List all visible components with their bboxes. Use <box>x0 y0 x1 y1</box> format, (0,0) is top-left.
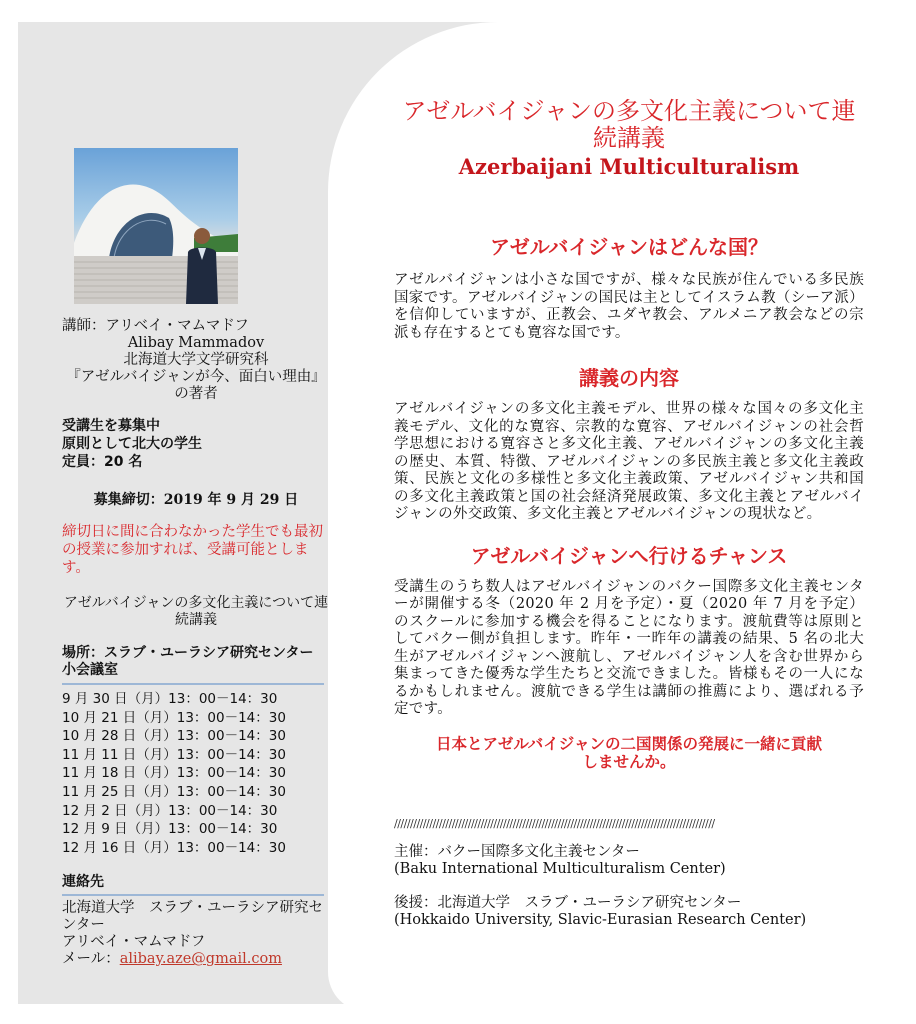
contact-org: 北海道大学 スラブ・ユーラシア研究センター <box>62 900 323 934</box>
lecturer-name-en: Alibay Mammadov <box>127 335 265 351</box>
title-japanese: アゼルバイジャンの多文化主義について連続講義 <box>402 97 856 152</box>
lecturer-affiliation: 北海道大学文学研究科 <box>123 352 269 368</box>
call-to-action: 日本とアゼルバイジャンの二国関係の発展に一緒に貢献しませんか。 <box>436 733 822 771</box>
contact-heading: 連絡先 <box>62 871 324 896</box>
section-content-heading: 講義の内容 <box>579 366 679 390</box>
deadline: 募集締切：2019 年 9 月 29 日 <box>93 492 299 508</box>
recruitment-line-1: 受講生を募集中 <box>62 418 160 434</box>
organizer-jp: 主催：バクー国際多文化主義センター <box>394 843 640 860</box>
series-name: アゼルバイジャンの多文化主義について連続講義 <box>63 595 329 628</box>
contact-email-row <box>62 951 330 968</box>
sponsor-jp: 後援：北海道大学 スラブ・ユーラシア研究センター <box>394 894 742 911</box>
late-notice: 締切日に間に合わなかった学生でも最初の授業に参加すれば、受講可能とします。 <box>62 524 323 576</box>
sponsor-en: (Hokkaido University, Slavic-Eurasian Research Center) <box>394 912 807 928</box>
contact-info <box>62 900 330 968</box>
organizer-en: (Baku International Multiculturalism Center) <box>394 861 726 877</box>
section-content-body: アゼルバイジャンの多文化主義モデル、世界の様々な国々の多文化主義モデル、文化的な寛容、宗教的な寛容、アゼルバイジャンの社会哲学思想における寛容さと多文化主義、アゼルバイジャンの多文化主義の歴史、本質、特徴、アゼルバイジャンの多民族主義と多文化主義政策、民族と文化の多様性と多文化主義政策、アゼルバイジャン共和国の多文化主義政策と国の社会経済発展政策、多文化主義とアゼルバイジャンの外交政策、多文化主義とアゼルバイジャンの現状など。 <box>394 401 864 522</box>
schedule-item: 10 月 28 日（月）13：00－14：30 <box>62 728 286 745</box>
title-english: Azerbaijani Multiculturalism <box>458 154 800 179</box>
lecturer-label: 講師：アリベイ・マムマドフ <box>62 318 249 334</box>
schedule-item: 12 月 9 日（月）13：00－14：30 <box>62 821 278 838</box>
organizer <box>394 844 864 879</box>
schedule-item: 9 月 30 日（月）13：00－14：30 <box>62 691 278 707</box>
schedule-item: 12 月 16 日（月）13：00－14：30 <box>62 839 286 856</box>
left-column <box>62 148 330 968</box>
schedule-item: 11 月 25 日（月）13：00－14：30 <box>62 783 286 800</box>
lecturer-photo <box>74 148 238 304</box>
sponsor <box>394 895 864 930</box>
recruitment-info <box>62 417 330 471</box>
lecturer-info <box>62 318 330 403</box>
schedule-item: 11 月 18 日（月）13：00－14：30 <box>62 765 286 782</box>
schedule-list <box>62 690 330 857</box>
contact-person: アリベイ・マムマドフ <box>62 934 206 951</box>
venue: 場所：スラブ・ユーラシア研究センター 小会議室 <box>62 645 324 685</box>
building-photo-illustration <box>74 148 238 304</box>
email-link[interactable]: alibay.aze@gmail.com <box>119 951 282 968</box>
email-label: メール： <box>62 951 120 968</box>
recruitment-line-2: 原則として北大の学生 <box>62 436 202 452</box>
divider-line: //////////////////////////////////////////////////////////////////////////////////////////////////// <box>394 816 715 830</box>
schedule-item: 11 月 11 日（月）13：00－14：30 <box>62 746 286 763</box>
right-column <box>394 98 864 930</box>
schedule-item: 10 月 21 日（月）13：00－14：30 <box>62 709 286 726</box>
section-chance-body: 受講生のうち数人はアゼルバイジャンのバクー国際多文化主義センターが開催する冬（2020 年 2 月を予定）・夏（2020 年 7 月を予定）のスクールに参加する機会を得ることになります。渡航費等は原則としてバクー側が負担します。昨年・一昨年の講義の結果、5 名の北大生がアゼルバイジャンへ渡航し、アゼルバイジャン人を含む世界から集まってきた優秀な学生たちと交流できました。皆様もその一人になるかもしれません。渡航できる学生は講師の推薦により、選ばれる予定です。 <box>394 578 864 717</box>
recruitment-capacity: 定員：20 名 <box>62 454 143 470</box>
lecturer-book: 『アゼルバイジャンが今、面白い理由』の著者 <box>66 369 326 402</box>
section-chance-heading: アゼルバイジャンへ行けるチャンス <box>470 543 788 568</box>
section-country-body: アゼルバイジャンは小さな国ですが、様々な民族が住んでいる多民族国家です。アゼルバイジャンの国民は主としてイスラム教（シーア派）を信仰していますが、正教会、ユダヤ教会、アルメニア教会などの宗派も存在するとても寛容な国です。 <box>394 272 864 341</box>
schedule-item: 12 月 2 日（月）13：00－14：30 <box>62 802 278 819</box>
section-country-heading: アゼルバイジャンはどんな国？ <box>490 235 768 259</box>
